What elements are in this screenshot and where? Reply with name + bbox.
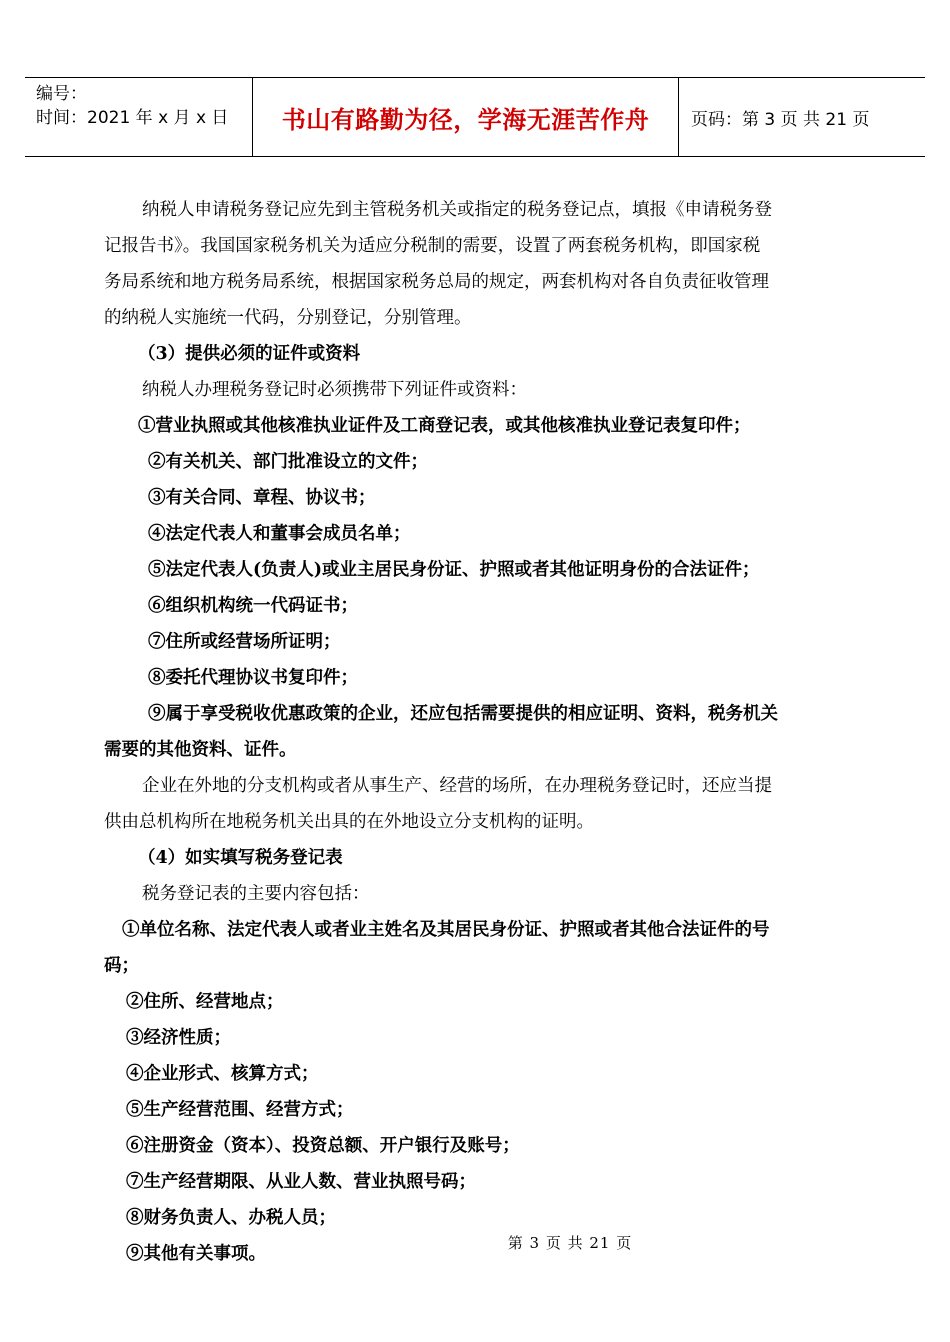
header-motto: 书山有路勤为径，学海无涯苦作舟 [253,78,679,156]
form-item: ⑤生产经营范围、经营方式； [126,1100,354,1120]
section-heading-3: （3）提供必须的证件或资料 [138,344,361,364]
footer-page-number: 第 3 页 共 21 页 [507,1234,633,1252]
paragraph-line: 纳税人申请税务登记应先到主管税务机关或指定的税务登记点，填报《申请税务登 [142,200,772,220]
form-item: ④企业形式、核算方式； [126,1064,319,1084]
doc-item: ④法定代表人和董事会成员名单； [148,524,411,544]
doc-item: ⑦住所或经营场所证明； [148,632,341,652]
form-item: ③经济性质； [126,1028,231,1048]
doc-item: ③有关合同、章程、协议书； [148,488,376,508]
form-item: ①单位名称、法定代表人或者业主姓名及其居民身份证、护照或者其他合法证件的号 [122,920,770,940]
doc-item: ⑧委托代理协议书复印件； [148,668,358,688]
form-item: ⑥注册资金（资本）、投资总额、开户银行及账号； [126,1136,520,1156]
section-heading-4: （4）如实填写税务登记表 [138,848,343,868]
doc-item: ⑨属于享受税收优惠政策的企业，还应包括需要提供的相应证明、资料，税务机关 [148,704,778,724]
paragraph-line: 记报告书》。我国国家税务机关为适应分税制的需要，设置了两套税务机构，即国家税 [104,236,761,256]
paragraph-line: 的纳税人实施统一代码，分别登记，分别管理。 [104,308,472,328]
form-item: ⑨其他有关事项。 [126,1244,266,1264]
document-number-label: 编号： [36,84,87,104]
form-item: ⑦生产经营期限、从业人数、营业执照号码； [126,1172,476,1192]
paragraph-line: 务局系统和地方税务局系统，根据国家税务总局的规定，两套机构对各自负责征收管理 [104,272,769,292]
document-body [104,192,848,1272]
doc-item: ⑤法定代表人(负责人)或业主居民身份证、护照或者其他证明身份的合法证件； [148,560,760,580]
doc-item: 需要的其他资料、证件。 [104,740,297,760]
document-time: 时间：2021 年 x 月 x 日 [36,108,229,128]
header-page-info: 页码：第 3 页 共 21 页 [691,109,870,130]
doc-item: ①营业执照或其他核准执业证件及工商登记表，或其他核准执业登记表复印件； [138,416,751,436]
page-footer [0,1232,950,1253]
form-item: 码； [104,956,139,976]
doc-item: ⑥组织机构统一代码证书； [148,596,358,616]
paragraph-line: 企业在外地的分支机构或者从事生产、经营的场所，在办理税务登记时，还应当提 [142,776,772,796]
paragraph-line: 纳税人办理税务登记时必须携带下列证件或资料： [142,380,527,400]
paragraph-line: 供由总机构所在地税务机关出具的在外地设立分支机构的证明。 [104,812,594,832]
header-meta [25,78,253,156]
form-item: ⑧财务负责人、办税人员； [126,1208,336,1228]
doc-item: ②有关机关、部门批准设立的文件； [148,452,428,472]
paragraph-line: 税务登记表的主要内容包括： [142,884,370,904]
page-header [25,77,925,157]
form-item: ②住所、经营地点； [126,992,284,1012]
